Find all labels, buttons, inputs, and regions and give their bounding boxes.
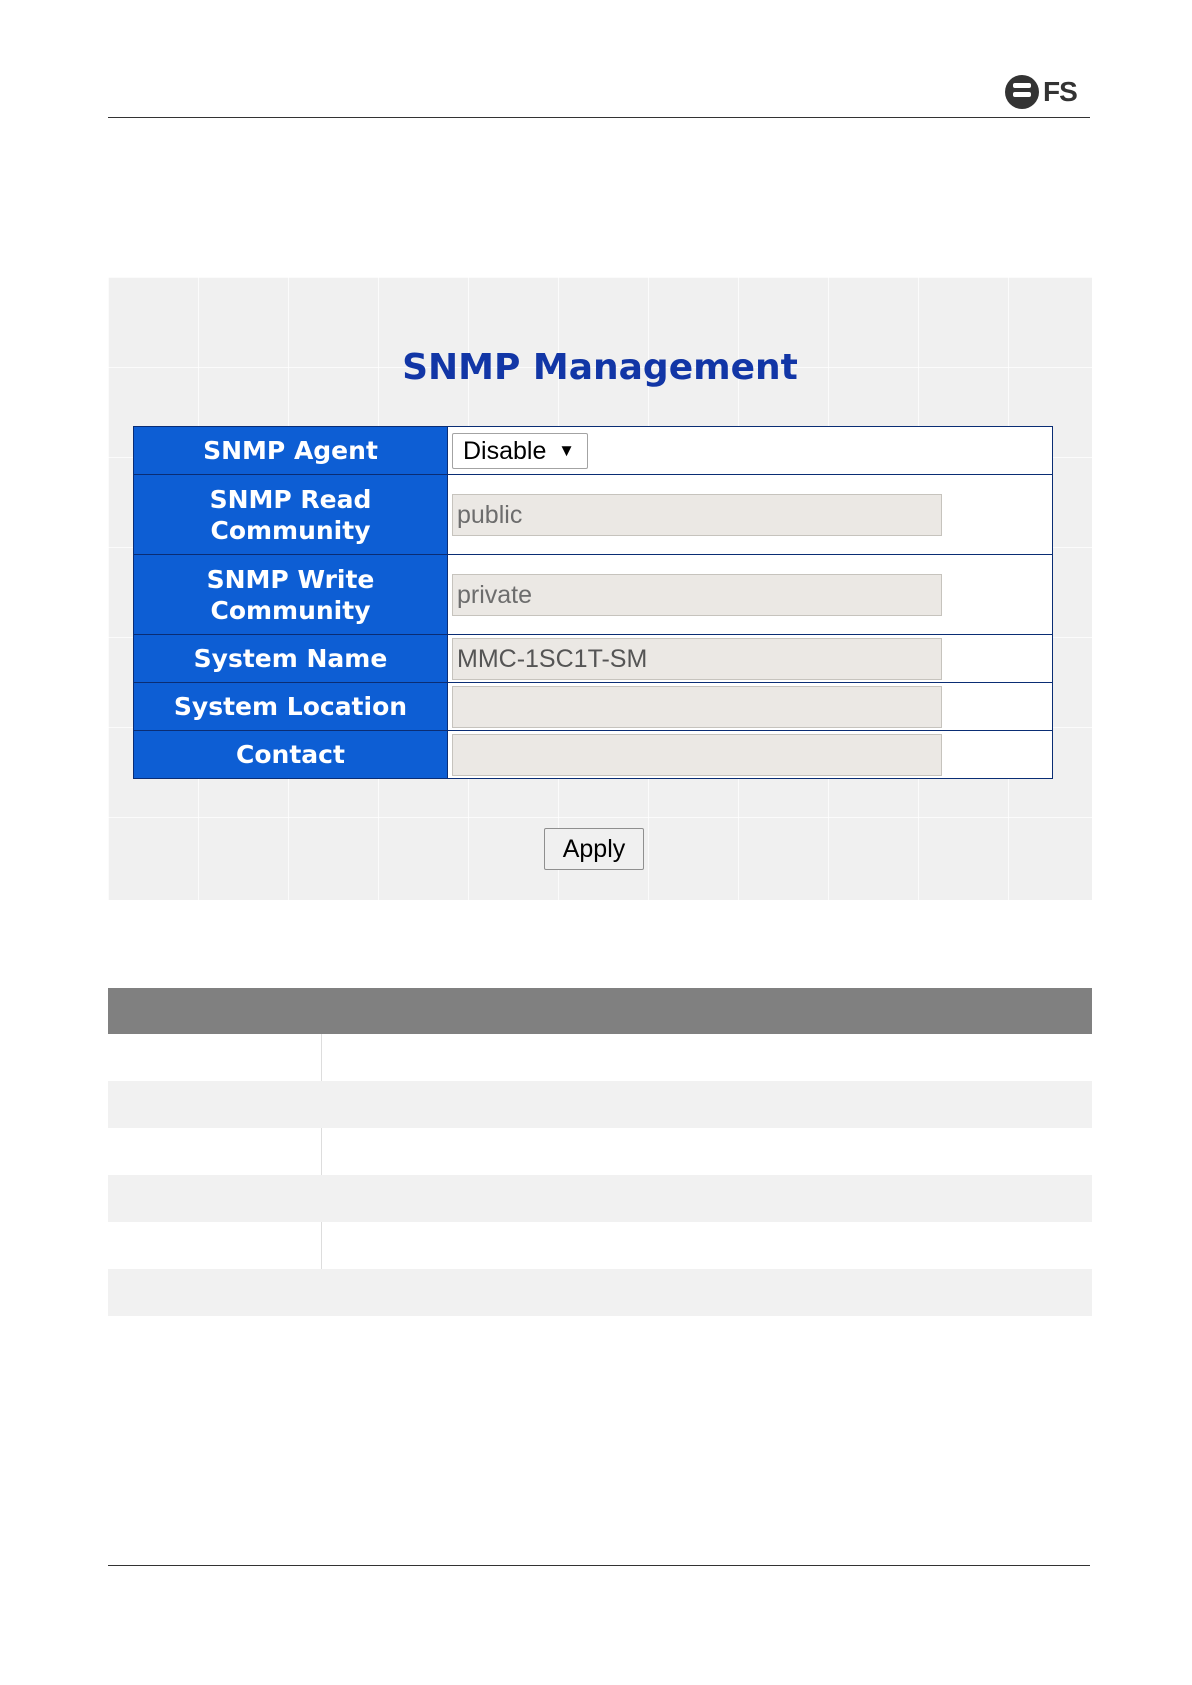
fs-logo-icon bbox=[1005, 75, 1039, 109]
page-title: SNMP Management bbox=[402, 347, 798, 388]
table-row bbox=[108, 1175, 1092, 1222]
table-cell bbox=[321, 1175, 1092, 1222]
contact-label-text: Contact bbox=[236, 740, 345, 769]
table-row bbox=[108, 1269, 1092, 1316]
fs-logo bbox=[1005, 75, 1083, 109]
table-row bbox=[108, 1034, 1092, 1081]
page-footer-rule bbox=[108, 1565, 1090, 1566]
system-location-input[interactable] bbox=[452, 686, 942, 728]
snmp-settings-table bbox=[133, 426, 1053, 779]
row-system-location bbox=[134, 683, 1053, 731]
description-table bbox=[108, 988, 1092, 1316]
fs-logo-text: FS bbox=[1043, 76, 1077, 107]
system-name-input[interactable]: MMC-1SC1T-SM bbox=[452, 638, 942, 680]
table-cell bbox=[108, 1128, 321, 1175]
table-cell bbox=[108, 1269, 321, 1316]
table-cell bbox=[108, 1081, 321, 1128]
row-snmp-write-community bbox=[134, 555, 1053, 635]
table-cell bbox=[108, 1034, 321, 1081]
snmp-read-community-label-text: SNMP Read Community bbox=[209, 484, 372, 545]
page-header-rule bbox=[108, 117, 1090, 118]
dropdown-arrow-icon: ▼ bbox=[558, 440, 575, 460]
system-name-label bbox=[134, 635, 448, 683]
snmp-write-community-input[interactable]: private bbox=[452, 574, 942, 616]
table-row bbox=[108, 1128, 1092, 1175]
contact-input[interactable] bbox=[452, 734, 942, 776]
table-row bbox=[108, 1081, 1092, 1128]
table-cell bbox=[321, 1222, 1092, 1269]
snmp-agent-select-value: Disable bbox=[463, 436, 547, 465]
row-snmp-agent bbox=[134, 427, 1053, 475]
snmp-agent-select[interactable] bbox=[452, 433, 588, 469]
row-snmp-read-community bbox=[134, 475, 1053, 555]
system-location-label-text: System Location bbox=[173, 692, 408, 721]
snmp-management-panel bbox=[108, 277, 1092, 900]
table-cell bbox=[321, 1128, 1092, 1175]
table-row bbox=[108, 1222, 1092, 1269]
system-location-label bbox=[134, 683, 448, 731]
row-system-name bbox=[134, 635, 1053, 683]
table-cell bbox=[108, 1175, 321, 1222]
table-header-cell bbox=[321, 988, 1092, 1034]
table-header-cell bbox=[108, 988, 321, 1034]
table-cell bbox=[321, 1034, 1092, 1081]
description-table-header bbox=[108, 988, 1092, 1034]
snmp-agent-label bbox=[134, 427, 448, 475]
snmp-write-community-label bbox=[134, 555, 448, 635]
snmp-write-community-label-text: SNMP Write Community bbox=[206, 564, 375, 625]
system-name-label-text: System Name bbox=[193, 644, 388, 673]
apply-button[interactable]: Apply bbox=[544, 828, 644, 870]
snmp-agent-label-text: SNMP Agent bbox=[203, 436, 378, 465]
table-cell bbox=[321, 1081, 1092, 1128]
table-cell bbox=[108, 1222, 321, 1269]
snmp-read-community-input[interactable]: public bbox=[452, 494, 942, 536]
row-contact bbox=[134, 731, 1053, 779]
snmp-read-community-label bbox=[134, 475, 448, 555]
contact-label bbox=[134, 731, 448, 779]
table-cell bbox=[321, 1269, 1092, 1316]
